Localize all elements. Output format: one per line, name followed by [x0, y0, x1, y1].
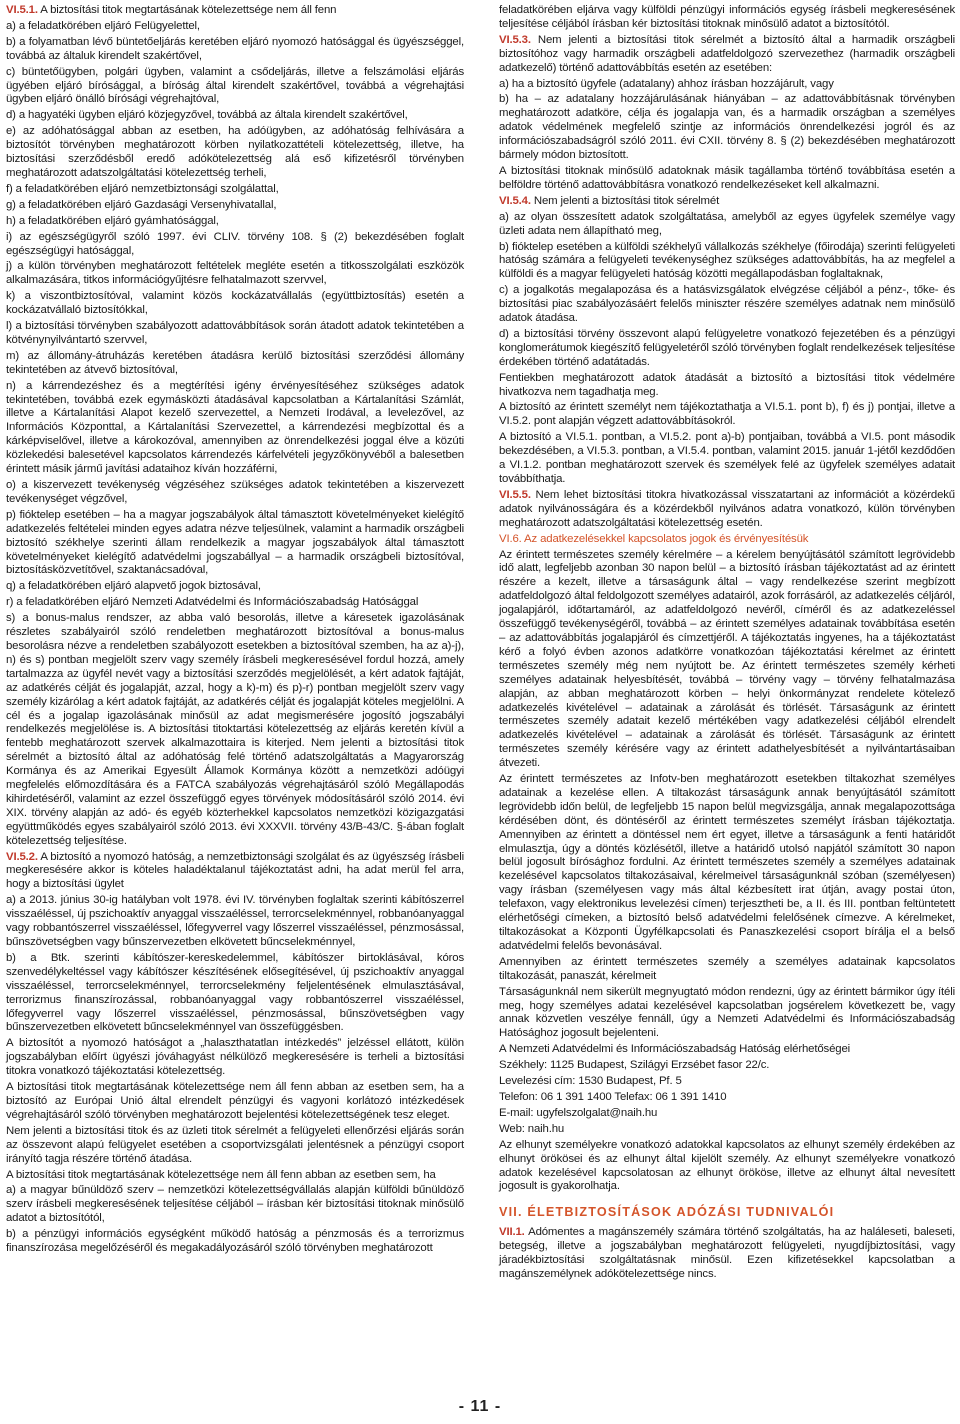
paragraph-text: a) a magyar bűnüldöző szerv – nemzetközi kötelezettségvállalás alapján külföldi bűnüldöző szerv írásbeli megkeresésének teljesítése céljából – írásban kér biztosítási titoknak minősülő adatot a biztosítótól,: [6, 1184, 464, 1225]
paragraph-text: g) a feladatkörében eljáró Gazdasági Versenyhivatallal,: [6, 198, 277, 211]
paragraph: [6, 290, 464, 318]
paragraph: [6, 350, 464, 378]
paragraph: [6, 4, 464, 18]
right-column: [499, 4, 955, 1284]
paragraph: [6, 199, 464, 213]
paragraph-text: d) a hagyatéki ügyben eljáró közjegyzővel, továbbá az általa kirendelt szakértővel,: [6, 109, 408, 122]
paragraph-text: Nem jelenti a biztosítási titok sérelmét: [530, 194, 720, 207]
paragraph: [6, 20, 464, 34]
paragraph: [499, 1123, 955, 1137]
paragraph: [6, 231, 464, 259]
paragraph: [499, 1107, 955, 1121]
paragraph-text: c) a jogalkotás megalapozása és a hatásvizsgálatok elvégzése céljából a pénz-, tőke- és biztosítási piac szabályozásáért felelős miniszter részére személyes adatnak nem minősülő adatok átadása.: [499, 284, 955, 325]
paragraph-text: Web: naih.hu: [499, 1122, 565, 1135]
paragraph-text: a) a feladatkörében eljáró Felügyelettel,: [6, 19, 200, 32]
paragraph-text: Az érintett természetes az Infotv-ben meghatározott esetekben tiltakozhat személyes adatainak a kezelése ellen. A tiltakozást társaságunk annak benyújtásától számított legrövidebb időn belül, de legfeljebb 15 napon belül megvizsgálja, annak megalapozottsága kérdésében dönt, és döntéséről az érintett természetes személyt írásban tájékoztatja. Amennyiben az érintett a döntéssel nem ért egyet, illetve a társaságunk a fenti határidőt elmulasztja, úgy a döntés közlésétől, illetve a határidő utolsó napjától számított 30 napon belül jogosult bírósághoz fordulni. Az érintett természetes személy a személyes adatainak kezelésével kapcsolatos tiltakozásaival, kérelmeivel társaságunknál szóban (személyesen) vagy írásban (személyesen vagy más által kézbesített irat útján, avagy postai úton, telefaxon, vagy elektronikus levelezési címen) terjesztheti be, a II. és III. pontban feltüntetett elérhetőségi címeken, a biztosító belső adatvédelmi felelősének címezve. A kérelmeket, tiltakozásokat a Központi Ügyfélkapcsolati és Panaszkezelési csoport bírálja el a belső adatvédelmi felelős bevonásával.: [499, 773, 955, 952]
paragraph: [499, 195, 955, 209]
paragraph: [6, 1081, 464, 1123]
clause-number: VI.5.1.: [6, 4, 38, 16]
paragraph-text: k) a viszontbiztosítóval, valamint közös kockázatvállalás (együttbiztosítás) esetén a kockázatvállaló biztosítókkal,: [6, 290, 464, 317]
paragraph-text: E-mail: ugyfelszolgalat@naih.hu: [499, 1106, 658, 1119]
clause-number: VI.5.5.: [499, 488, 531, 501]
clause-number: VI.5.2.: [6, 850, 38, 863]
paragraph-text: A Nemzeti Adatvédelmi és Információszabadság Hatóság elérhetőségei: [499, 1043, 851, 1056]
paragraph-text: b) a pénzügyi információs egységként működő hatóság a pénzmosás és a terrorizmus finanszírozása megelőzéséről és megakadályozásáról szóló törvényben meghatározott: [6, 1228, 464, 1255]
paragraph: [6, 1184, 464, 1226]
paragraph: [6, 380, 464, 477]
paragraph-text: b) ha – az adatalany hozzájárulásának hiányában – az adattovábbításnak törvényben meghatározott adatköre, célja és jogalapja van, és a harmadik országban a személyes adatok védelmének megfelelő szintje az információs önrendelkezési jogról és az információszabadságról szóló 2011. évi CXII. törvény 8. § (2) bekezdésében meghatározott bármely módon biztosított.: [499, 93, 955, 162]
paragraph: [6, 612, 464, 848]
paragraph-text: A biztosítási titok megtartásának kötelezettsége nem áll fenn: [37, 4, 337, 16]
paragraph: [499, 431, 955, 487]
paragraph: [6, 509, 464, 579]
paragraph-text: Nem lehet biztosítási titokra hivatkozással visszatartani az információt a közérdekű adatok nyilvánosságára és a közérdekből nyilvános adatra vonatkozó, külön törvényben meghatározott adatszolgáltatási kötelezettség esetén.: [499, 488, 955, 529]
paragraph: [6, 1037, 464, 1079]
paragraph: [499, 549, 955, 772]
paragraph: [499, 211, 955, 239]
paragraph-text: b) a folyamatban lévő büntetőeljárás keretében eljáró nyomozó hatósággal és ügyészséggel, továbbá az általuk kirendelt szakértővel,: [6, 35, 464, 62]
paragraph: [499, 1091, 955, 1105]
paragraph-text: a) ha a biztosító ügyfele (adatalany) ahhoz írásban hozzájárult, vagy: [499, 77, 834, 90]
paragraph-text: Telefon: 06 1 391 1400 Telefax: 06 1 391 1410: [499, 1090, 727, 1103]
paragraph: [6, 580, 464, 594]
paragraph: [499, 34, 955, 76]
paragraph-text: b) a Btk. szerinti kábítószer-kereskedelemmel, kábítószer birtoklásával, kóros szenvedélykeltéssel vagy kábítószer készítésének elősegítésével, új pszichoaktív anyaggal visszaéléssel, terrorcselekménnyel, terrorcselekmény feljelentésének elmulasztásával, terrorizmus finanszírozással, robbanóanyaggal vagy robbantószerrel visszaéléssel, lőfegyverrel vagy lőszerrel visszaéléssel, pénzmosással, bűnszövetségben vagy bűnszervezetben elkövetett bűncselekménnyel van összefüggésben.: [6, 951, 464, 1034]
paragraph-text: A biztosító a VI.5.1. pontban, a VI.5.2. pont a)-b) pontjaiban, továbbá a VI.5. pont második bekezdésében, a VI.5.3. pontban, a VI.5.4. pontban, valamint 2015. január 1-jétől kezdődően a VI.1.2. pontban meghatározott szervek és személyek felé az ügyfelek személyes adatait továbbíthatja.: [499, 431, 955, 485]
paragraph-text: p) fióktelep esetében – ha a magyar jogszabályok által támasztott követelményeket kielégítő adatkezelés feltételei minden egyes adatra nézve teljesülnek, valamint a harmadik országbeli biztosító székhelye szerinti állam rendelkezik a magyar jogszabályok által támasztott követelményeket kielégítő adatvédelmi jogszabállyal – a harmadik országbeli biztosítóval, biztosításközvetítővel, szaktanácsadóval,: [6, 508, 464, 577]
paragraph-text: A biztosítási titok megtartásának kötelezettsége nem áll fenn abban az esetben sem, ha a biztosító az Európai Unió által elrendelt pénzügyi és vagyoni korlátozó intézkedések végrehajtásáról szóló törvényben meghatározott bejelentési kötelezettségének tesz eleget.: [6, 1081, 464, 1121]
paragraph-text: A biztosítási titoknak minősülő adatoknak másik tagállamba történő továbbítása esetén a belföldre történő adattovábbításra vonatkozó rendelkezéseket kell alkalmazni.: [499, 164, 955, 191]
subsection-heading: VI.6. Az adatkezelésekkel kapcsolatos jogok és érvényesítésük: [499, 532, 809, 545]
paragraph: [6, 479, 464, 507]
paragraph: [6, 109, 464, 123]
paragraph-text: Levelezési cím: 1530 Budapest, Pf. 5: [499, 1075, 682, 1088]
paragraph: [499, 1059, 955, 1073]
paragraph: [6, 215, 464, 229]
paragraph: [499, 773, 955, 954]
paragraph: [499, 1226, 955, 1282]
paragraph-text: j) a külön törvényben meghatározott feltételek megléte esetén a titkosszolgálati eszközök alkalmazására, titkos információgyűjtésre felhatalmazott szervvel,: [6, 260, 464, 287]
paragraph: [499, 328, 955, 370]
paragraph: [6, 125, 464, 181]
paragraph-text: q) a feladatkörében eljáró alapvető jogok biztosával,: [6, 580, 261, 593]
paragraph: [499, 956, 955, 984]
paragraph-text: o) a kiszervezett tevékenység végzéséhez szükséges adatok tekintetében a kiszervezett tevékenységet végzővel,: [6, 479, 464, 505]
paragraph-text: r) a feladatkörében eljáró Nemzeti Adatvédelmi és Információszabadság Hatósággal: [6, 596, 419, 609]
paragraph-text: Adómentes a magánszemély számára történő szolgáltatás, ha az haláleseti, baleseti, betegség, illetve a jogszabályban meghatározott felügyeleti, nyugdíjbiztosítási, vagy járadékbiztosítási szolgáltatásnak minősül. Ezen kifizetésekkel kapcsolatban a magánszemélynek adókötelezettsége nincs.: [499, 1226, 955, 1280]
paragraph: [6, 66, 464, 108]
paragraph-text: A biztosítási titok megtartásának kötelezettsége nem áll fenn abban az esetben sem, ha: [6, 1168, 436, 1181]
page-number: - 11 -: [458, 1398, 502, 1415]
paragraph: [6, 36, 464, 64]
paragraph-text: e) az adóhatósággal abban az esetben, ha adóügyben, az adóhatóság felhívására a biztosítót törvényben meghatározott körben nyilatkozattételi kötelezettség, illetve, ha biztosítási szerződésből eredő adókötelezettség alá eső kifizetésről törvényben meghatározott adatszolgáltatási kötelezettség terheli,: [6, 125, 464, 179]
paragraph: [499, 4, 955, 32]
paragraph: [6, 596, 464, 610]
paragraph: [499, 1075, 955, 1089]
paragraph-text: Nem jelenti a biztosítási titok és az üzleti titok sérelmét a felügyeleti ellenőrzési eljárás során az összevont alapú felügyelet esetében a csoportvizsgálati jelentésnek a pénzügyi csoport irányító tagja részére történő átadása.: [6, 1124, 464, 1165]
paragraph: [499, 78, 955, 92]
paragraph-text: feladatkörében eljárva vagy külföldi pénzügyi információs egység írásbeli megkeresésének teljesítése céljából írásban kér biztosítási titoknak minősülő adatot a biztosítótól.: [499, 4, 955, 30]
paragraph: [499, 1043, 955, 1057]
paragraph-text: i) az egészségügyről szóló 1997. évi CLIV. törvény 108. § (2) bekezdésében foglalt egészségügyi hatósággal,: [6, 230, 464, 257]
paragraph-text: b) fióktelep esetében a külföldi székhelyű vállalkozás székhelye (főirodája) szerinti felügyeleti hatóság számára a felügyeleti tevékenységhez szükséges adattovábbítás, ha az megfelel a külföldi és a magyar felügyeleti hatóság közötti megállapodásban foglaltaknak,: [499, 240, 955, 281]
paragraph-text: n) a kárrendezéshez és a megtérítési igény érvényesítéséhez szükséges adatok tekintetében, továbbá ezek egymásközti átadásával kapcsolatban a Kártalanítási Számlát, illetve a Kártalanítási Alapot kezelő szervezettel, a Nemzeti Irodával, a levelezővel, az Információs Központtal, a Kártalanítási Szervezettel, a kárrendezési megbízottal és a kárképviselővel, illetve a károkozóval, amennyiben az önrendelkezési joggal élve a közúti közlekedési balesetével kapcsolatos kárrendezés kárfelvételi jegyzőkönyvéből a balesetben érintett másik jármű javítási adataihoz kíván hozzáférni,: [6, 379, 464, 476]
paragraph-text: Társaságunknál nem sikerült megnyugtató módon rendezni, úgy az érintett bármikor úgy ítéli meg, hogy személyes adatai kezelésével kapcsolatban jogsérelem következett be, vagy annak közvetlen veszélye fennáll, úgy a Nemzeti Adatvédelmi és Információszabadság Hatósághoz jogosult bejelenteni.: [499, 985, 955, 1040]
paragraph: [6, 851, 464, 893]
paragraph-text: a) az olyan összesített adatok szolgáltatása, amelyből az egyes ügyfelek személye vagy üzleti adata nem állapítható meg,: [499, 210, 955, 237]
paragraph: [6, 1125, 464, 1167]
paragraph: [499, 284, 955, 326]
paragraph-text: f) a feladatkörében eljáró nemzetbiztonsági szolgálattal,: [6, 182, 279, 195]
paragraph-text: m) az állomány-átruházás keretében átadásra kerülő biztosítási szerződési állomány tekintetében az átvevő biztosítóval,: [6, 349, 464, 376]
left-column: [6, 4, 464, 1258]
paragraph: [6, 183, 464, 197]
paragraph-text: Nem jelenti a biztosítási titok sérelmét a biztosító által a harmadik országbeli biztosítóhoz vagy harmadik országbeli adatfeldolgozó szervezethez (harmadik országbeli adatkezelő) történő adattovábbítás esetén az esetében:: [499, 33, 955, 74]
paragraph: [6, 260, 464, 288]
paragraph-text: a) a 2013. június 30-ig hatályban volt 1978. évi IV. törvényben foglaltak szerinti kábítószerrel visszaéléssel, új pszichoaktív anyaggal visszaéléssel, terrorcselekménnyel, robbanóanyaggal vagy robbantószerrel visszaéléssel, lőfegyverrel vagy lőszerrel visszaéléssel, pénzmosással, bűnszövetségben vagy bűnszervezetben elkövetett bűncselekménnyel,: [6, 894, 464, 948]
paragraph: [6, 1169, 464, 1183]
paragraph-text: c) büntetőügyben, polgári ügyben, valamint a csődeljárás, illetve a felszámolási eljárás ügyében eljáró bírósággal, a bíróság által kirendelt szakértővel, továbbá a végrehajtási ügyben eljáró önálló bírósági végrehajtóval,: [6, 65, 464, 106]
paragraph: [6, 952, 464, 1035]
paragraph: [499, 489, 955, 531]
paragraph-text: A biztosító az érintett személyt nem tájékoztathatja a VI.5.1. pont b), f) és j) pontjai, illetve a VI.5.2. pont alapján végzett adattovábbításokról.: [499, 401, 955, 428]
clause-number: VII.1.: [499, 1226, 525, 1239]
paragraph: [6, 1228, 464, 1256]
paragraph-text: Az elhunyt személyekre vonatkozó adatokkal kapcsolatos az elhunyt személy érdekében az elhunyt örökösei és az elhunyt által kijelölt személy. Az elhunyt személyekre vonatkozó adatok kezelésével kapcsolatosan az elhunyt örököse, illetve az elhunyt által nevesített jogosult is gyakorolhatja.: [499, 1138, 955, 1193]
paragraph: [6, 320, 464, 348]
paragraph: [499, 1139, 955, 1195]
paragraph: [499, 165, 955, 193]
paragraph-text: A biztosító a nyomozó hatóság, a nemzetbiztonsági szolgálat és az ügyészség írásbeli megkeresésére akkor is köteles haladéktalanul tájékoztatást adni, ha adat merül fel arra, hogy a biztosítási ügylet: [6, 850, 464, 891]
section-heading: VII. ÉLETBIZTOSÍTÁSOK ADÓZÁSI TUDNIVALÓI: [499, 1205, 835, 1220]
paragraph-text: d) a biztosítási törvény összevont alapú felügyeletre vonatkozó fejezetében és a pénzügyi konglomerátumok kiegészítő felügyeletéről szóló törvényben foglalt rendelkezések teljesítése érdekében történő adatátadás.: [499, 327, 956, 368]
paragraph-text: Székhely: 1125 Budapest, Szilágyi Erzsébet fasor 22/c.: [499, 1059, 770, 1072]
paragraph-text: A biztosítót a nyomozó hatóságot a „halaszthatatlan intézkedés” jelzéssel ellátott, külön jogszabályban előírt ügyészi jóváhagyást nélkülöző megkeresésére is terheli a biztosítási titokra vonatkozó tájékoztatási kötelezettség.: [6, 1037, 464, 1078]
paragraph: [499, 986, 955, 1042]
paragraph: [499, 241, 955, 283]
paragraph-text: l) a biztosítási törvényben szabályozott adattovábbítások során átadott adatok tekintetében a kötvénynyilvántartó szervvel,: [6, 320, 464, 346]
paragraph: [6, 894, 464, 950]
paragraph-text: h) a feladatkörében eljáró gyámhatósággal,: [6, 214, 219, 227]
clause-number: VI.5.4.: [499, 194, 531, 207]
paragraph: [499, 401, 955, 429]
paragraph-text: s) a bonus-malus rendszer, az abba való besorolás, illetve a káresetek igazolásának részletes szabályairól szóló rendeletben meghatározott biztosítóval a bonus-malus besorolásra nézve a rendeletben szabályozott esetekben a biztosítóval szemben, ha az a)-j), n) és s) pontban megjelölt szerv vagy személy írásbeli megkeresésével fordul hozzá, amely tartalmazza az ügyfél nevét vagy a biztosítási szerződés megjelölését, a kért adatok fajtáját, az adatkérés célját és jogalapját, azzal, hogy a k)-m) és p)-r) pontban megjelölt szerv vagy személy kizárólag a kért adatok fajtáját, az adatkérés célját és jogalapját köteles megjelölni. A cél és a jogalap igazolásának minősül az adat megismerésére jogosító jogszabályi rendelkezés megjelölése is. A biztosítási titoktartási kötelezettség az eljárás keretén kívül a fentebb meghatározott szervek alkalmazottaira is kiterjed. Nem jelenti a biztosítási titok sérelmét a biztosító által az adóhatóság felé történő adatszolgáltatás a Magyarország Kormánya és az Amerikai Egyesült Államok Kormánya között a nemzetközi adóügyi megfelelés előmozdítására és a FATCA szabályozás végrehajtásáról szóló Megállapodás kihirdetéséről, valamint az ezzel összefüggő egyes törvények módosításáról szóló 2014. évi XIX. törvény alapján az adó- és egyéb közterhekkel kapcsolatos nemzetközi közigazgatási együttműködés egyes szabályairól szóló 2013. évi XXXVII. törvény 43/B-43/C. §-ában foglalt kötelezettség teljesítése.: [6, 612, 464, 847]
clause-number: VI.5.3.: [499, 33, 531, 46]
paragraph: [499, 372, 955, 400]
paragraph-text: Az érintett természetes személy kérelmére – a kérelem benyújtásától számított legrövidebb idő alatt, legfeljebb azonban 30 napon belül – a biztosító írásban tájékoztatást ad az érintett részére a kezelt, illetve a társaságunk által – vagy rendelkezése szerint megbízott adatfeldolgozó által feldolgozott személyes adatairól, azok forrásáról, az adatkezelés céljáról, jogalapjáról, időtartamáról, az adatfeldolgozó nevéről, címéről és az adatkezeléssel összefüggő tevékenységéről, továbbá – az érintett személyes adatainak továbbítása esetén – az adattovábbítás jogalapjáról és címzettjéről. A tájékoztatás ingyenes, ha a tájékoztatást kérő a folyó évben azonos adatkörre vonatkozóan tájékoztatási kérelmet az érintett természetes személy még nem nyújtott be. Az érintett természetes személy kérheti személyes adatainak helyesbítését, továbbá – törvény vagy – törvény felhatalmazása alapján, az abban meghatározott körben – helyi önkormányzat rendelete kötelező adatkezelés kivételével – adatainak a zárolását és törlését. Társaságunk az érintett természetes személy adatait kezelő mértékében vagy adatkezelési céljából elrendelt adatkezelés kivételével – adatainak a zárolását és törlését. Társaságunk az érintett természetes személy kérésére vagy az érintett adathelyesbítését a nyilvántartásaiban átvezeti.: [499, 548, 955, 770]
paragraph-text: Amennyiben az érintett természetes személy a személyes adatainak kapcsolatos tiltakozását, panaszát, kérelmeit: [499, 955, 955, 982]
paragraph-text: Fentiekben meghatározott adatok átadását a biztosító a biztosítási titok védelmére hivatkozva nem tagadhatja meg.: [499, 371, 955, 398]
paragraph: [499, 93, 955, 163]
